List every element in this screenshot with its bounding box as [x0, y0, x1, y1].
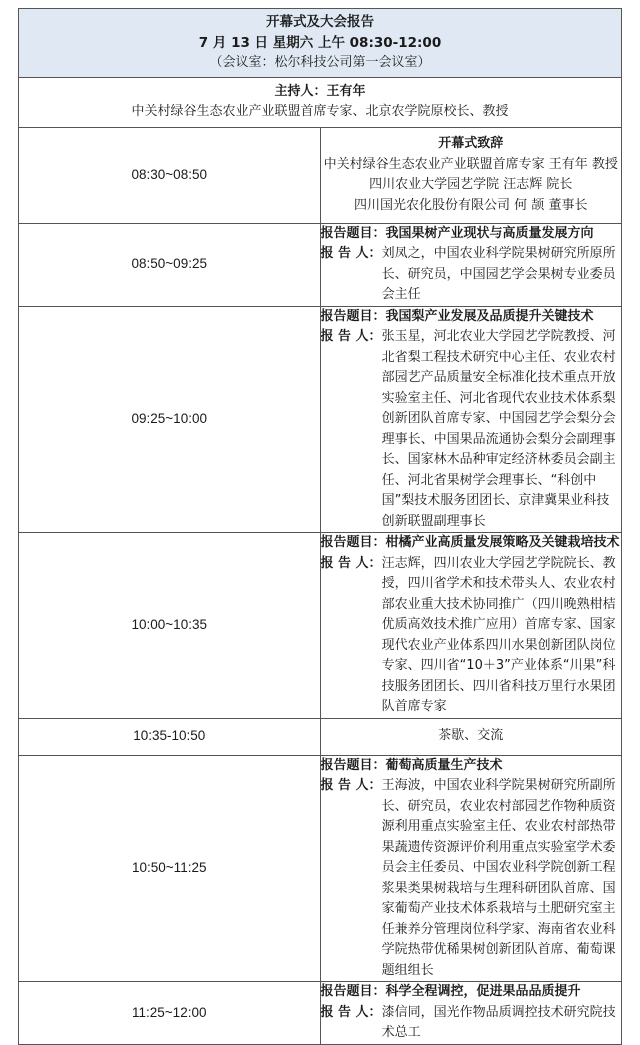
opening-speaker: 中关村绿谷生态农业产业联盟首席专家 王有年 教授 — [323, 156, 618, 172]
break-label: 茶歇、交流 — [320, 718, 622, 755]
session-topic: 我国梨产业发展及品质提升关键技术 — [385, 308, 594, 324]
reporter-label: 报 告 人： — [320, 1004, 382, 1020]
session-time: 11:25~12:00 — [19, 982, 321, 1045]
header-date: 7 月 13 日 星期六 上午 08:30-12:00 — [198, 34, 442, 51]
header-room: （会议室：松尔科技公司第一会议室） — [209, 55, 431, 70]
session-row — [19, 306, 622, 533]
opening-row — [19, 127, 622, 223]
opening-speaker: 四川国光农化股份有限公司 何 颉 董事长 — [354, 197, 588, 213]
topic-label: 报告题目： — [320, 757, 386, 773]
session-row — [19, 755, 622, 982]
opening-time: 08:30~08:50 — [19, 127, 321, 223]
session-reporter: 王海波，中国农业科学院果树研究所副所长、研究员，农业农村部园艺作物种质资源利用重点实验室主任、农业农村部热带果蔬遗传资源评价利用重点实验室学术委员会主任委员、中国农业科学院创新工程浆果类果树栽培与生理科研团队首席、国家葡萄产业技术体系栽培与土肥研究室主任兼养分管理岗位科学家、海南省农业科学院热带优稀果树创新团队首席、葡萄课题组组长 — [381, 778, 616, 978]
session-row — [19, 982, 622, 1045]
host-desc: 中关村绿谷生态农业产业联盟首席专家、北京农学院原校长、教授 — [131, 104, 509, 119]
session-time: 09:25~10:00 — [19, 306, 321, 533]
host-row — [19, 77, 622, 127]
reporter-label: 报 告 人： — [320, 329, 382, 344]
reporter-label: 报 告 人： — [320, 246, 382, 261]
session-reporter: 漆信同，国光作物品质调控技术研究院技术总工 — [381, 1004, 616, 1040]
session-reporter: 刘凤之，中国农业科学院果树研究所原所长、研究员，中国园艺学会果树专业委员会主任 — [381, 246, 616, 302]
session-topic: 葡萄高质量生产技术 — [385, 757, 503, 773]
session-time: 10:00~10:35 — [19, 533, 321, 719]
reporter-label: 报 告 人： — [320, 778, 382, 793]
reporter-label: 报 告 人： — [320, 555, 382, 571]
opening-speaker: 四川农业大学园艺学院 汪志辉 院长 — [369, 177, 573, 192]
header-title: 开幕式及大会报告 — [266, 14, 374, 30]
topic-label: 报告题目： — [320, 535, 386, 550]
session-time: 08:50~09:25 — [19, 223, 321, 306]
host-label: 主持人：王有年 — [274, 83, 366, 99]
break-time: 10:35-10:50 — [19, 718, 321, 755]
session-reporter: 张玉星，河北农业大学园艺学院教授、河北省梨工程技术研究中心主任、农业农村部园艺产品质量安全标准化技术重点开放实验室主任、河北省现代农业技术体系梨创新团队首席专家、中国园艺学会梨分会理事长、中国果品流通协会梨分会副理事长、国家林木品种审定经济林委员会副主任、河北省果树学会理事长、“科创中国”梨技术服务团团长、京津冀果业科技创新联盟副理事长 — [381, 329, 616, 529]
session-reporter: 汪志辉，四川农业大学园艺学院院长、教授，四川省学术和技术带头人、农业农村部农业重大技术协同推广（四川晚熟柑桔优质高效技术推广应用）首席专家、国家现代农业产业体系四川水果创新团队岗位专家、四川省“10＋3”产业体系“川果”科技服务团团长、四川省科技万里行水果团队首席专家 — [381, 555, 616, 714]
break-row — [19, 718, 622, 755]
session-topic: 柑橘产业高质量发展策略及关键栽培技术 — [385, 535, 620, 550]
topic-label: 报告题目： — [320, 308, 386, 324]
agenda-table — [18, 8, 622, 1045]
topic-label: 报告题目： — [320, 225, 386, 241]
opening-title: 开幕式致辞 — [438, 136, 504, 151]
topic-label: 报告题目： — [320, 984, 386, 999]
session-topic: 我国果树产业现状与高质量发展方向 — [385, 225, 594, 241]
session-row — [19, 223, 622, 306]
session-time: 10:50~11:25 — [19, 755, 321, 982]
session-topic: 科学全程调控，促进果品品质提升 — [385, 984, 581, 999]
agenda-header — [19, 9, 622, 78]
session-row — [19, 533, 622, 719]
